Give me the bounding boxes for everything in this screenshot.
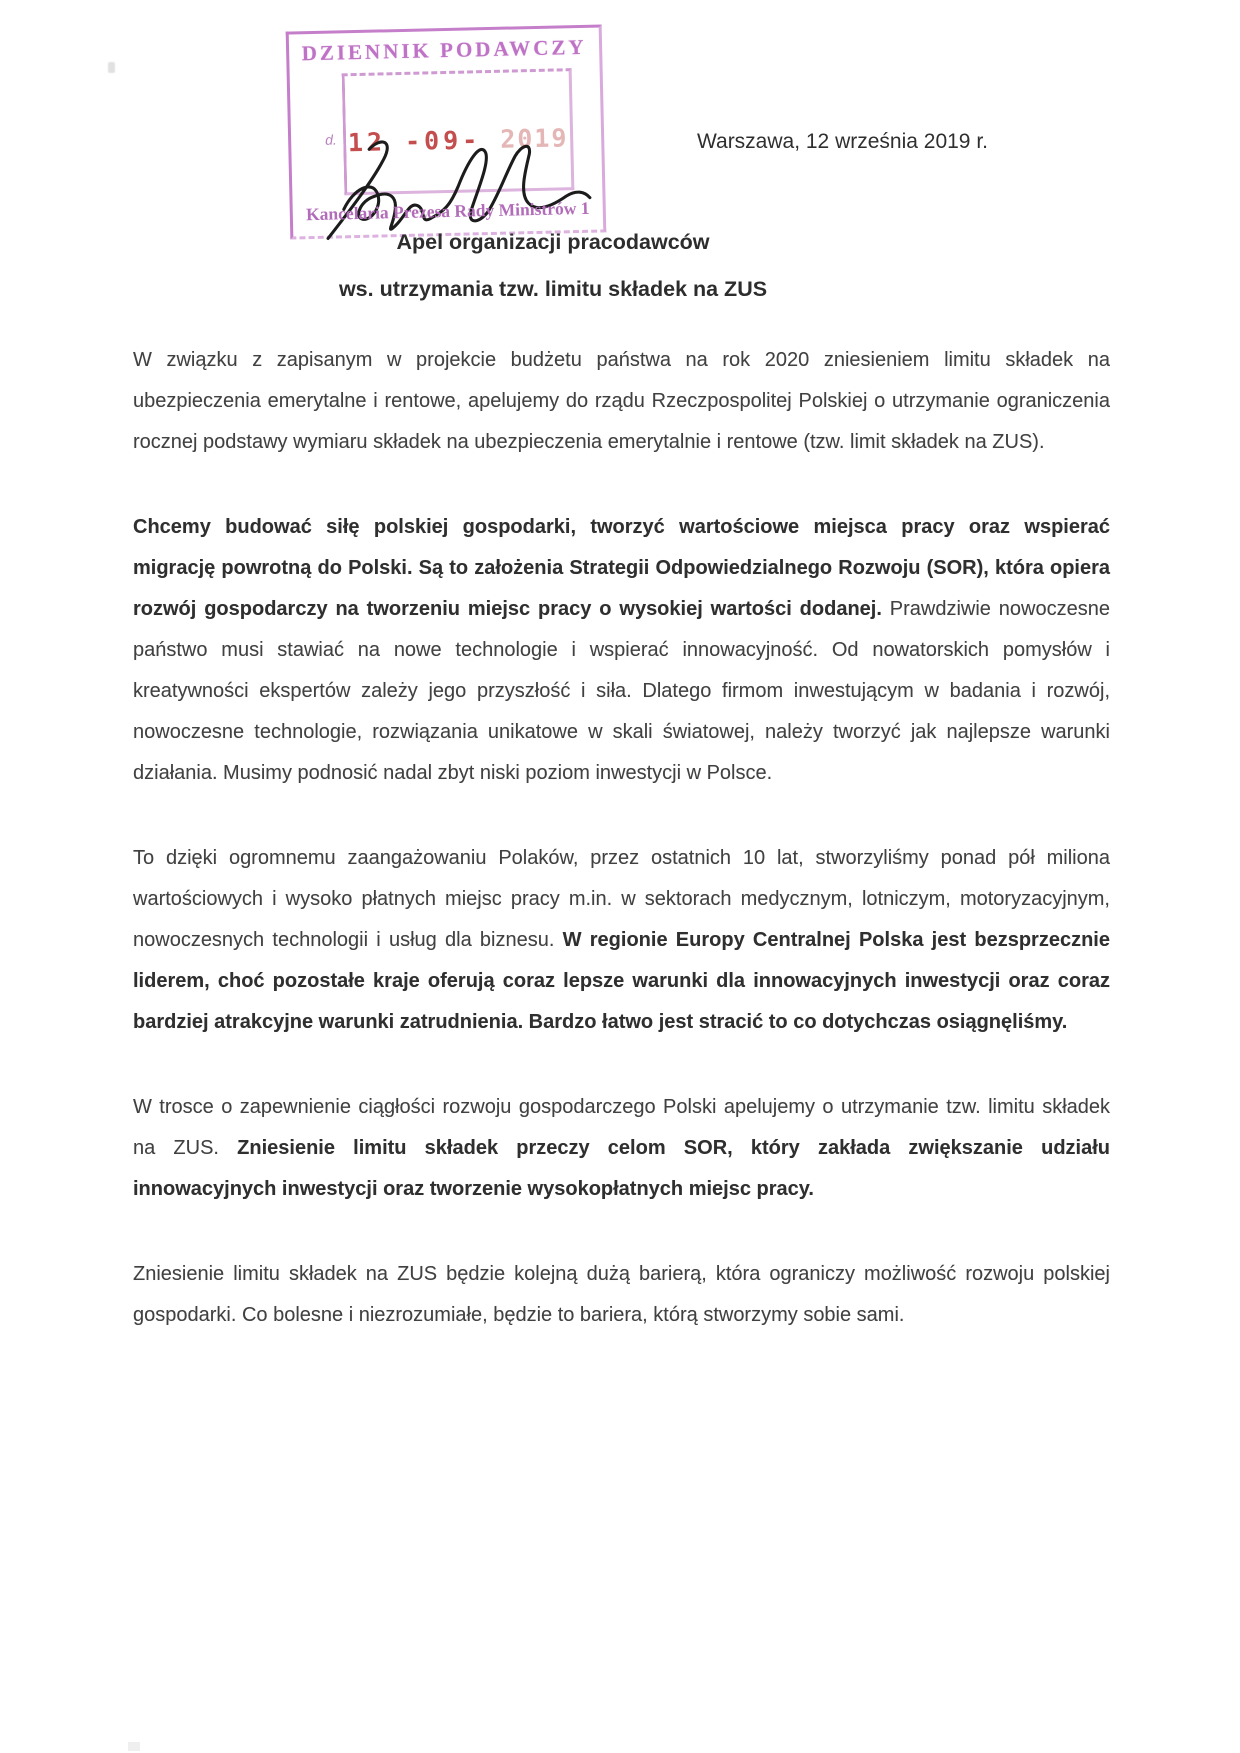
document-body xyxy=(133,340,1110,1380)
paragraph-run: W związku z zapisanym w projekcie budżetu państwa na rok 2020 zniesieniem limitu składek na ubezpieczenia emerytalne i rentowe, apelujemy do rządu Rzeczpospolitej Polskiej o utrzymanie ograniczenia rocznej podstawy wymiaru składek na ubezpieczenia emerytalnie i rentowe (tzw. limit składek na ZUS). xyxy=(133,349,1110,453)
document-title xyxy=(133,230,973,302)
scan-artifact-mark xyxy=(128,1742,140,1751)
received-stamp xyxy=(286,24,607,239)
scan-artifact-mark xyxy=(108,62,115,73)
paragraph xyxy=(133,507,1110,794)
paragraph xyxy=(133,340,1110,463)
paragraph xyxy=(133,838,1110,1043)
paragraph-bold-run: W regionie Europy Centralnej Polska jest bezsprzecznie liderem, choć pozostałe kraje oferują coraz lepsze warunki dla innowacyjnych inwestycji oraz coraz bardziej atrakcyjne warunki zatrudnienia. Bardzo łatwo jest stracić to co dotychczas osiągnęliśmy. xyxy=(133,929,1110,1033)
stamp-date-day-month: 12 -09- xyxy=(347,125,482,158)
stamp-registry-label: DZIENNIK PODAWCZY xyxy=(301,34,587,66)
paragraph-run: To dzięki ogromnemu zaangażowaniu Polaków, przez ostatnich 10 lat, stworzyliśmy ponad pół miliona wartościowych i wysoko płatnych miejsc pracy m.in. w sektorach medycznym, lotniczym, motoryzacyjnym, nowoczesnych technologii i usług dla biznesu. xyxy=(133,847,1110,951)
document-title-line-1: Apel organizacji pracodawców xyxy=(396,230,710,254)
stamp-date-prefix: d. xyxy=(324,131,338,148)
stamp-date-year: 2019 xyxy=(499,123,569,154)
paragraph-run: W trosce o zapewnienie ciągłości rozwoju gospodarczego Polski apelujemy o utrzymanie tzw. limitu składek na ZUS. xyxy=(133,1096,1110,1159)
stamp-office-label: Kancelaria Prezesa Rady Ministrów 1 xyxy=(305,197,590,225)
paragraph-bold-run: Zniesienie limitu składek przeczy celom SOR, który zakłada zwiększanie udziału innowacyjnych inwestycji oraz tworzenie wysokopłatnych miejsc pracy. xyxy=(133,1137,1110,1200)
place-date-line: Warszawa, 12 września 2019 r. xyxy=(696,130,988,153)
document-title-line-2: ws. utrzymania tzw. limitu składek na ZUS xyxy=(338,277,768,301)
paragraph xyxy=(133,1254,1110,1336)
paragraph xyxy=(133,1087,1110,1210)
paragraph-bold-run: Chcemy budować siłę polskiej gospodarki, tworzyć wartościowe miejsca pracy oraz wspierać migrację powrotną do Polski. Są to założenia Strategii Odpowiedzialnego Rozwoju (SOR), która opiera rozwój gospodarczy na tworzeniu miejsc pracy o wysokiej wartości dodanej. xyxy=(133,516,1110,620)
paragraph-run: Zniesienie limitu składek na ZUS będzie kolejną dużą barierą, która ograniczy możliwość rozwoju polskiej gospodarki. Co bolesne i niezrozumiałe, będzie to bariera, którą stworzymy sobie sami. xyxy=(133,1263,1110,1326)
paragraph-run: Prawdziwie nowoczesne państwo musi stawiać na nowe technologie i wspierać innowacyjność. Od nowatorskich pomysłów i kreatywności ekspertów zależy jego przyszłość i siła. Dlatego firmom inwestującym w badania i rozwój, nowoczesne technologie, rozwiązania unikatowe w skali światowej, należy tworzyć jak najlepsze warunki działania. Musimy podnosić nadal zbyt niski poziom inwestycji w Polsce. xyxy=(133,598,1110,784)
